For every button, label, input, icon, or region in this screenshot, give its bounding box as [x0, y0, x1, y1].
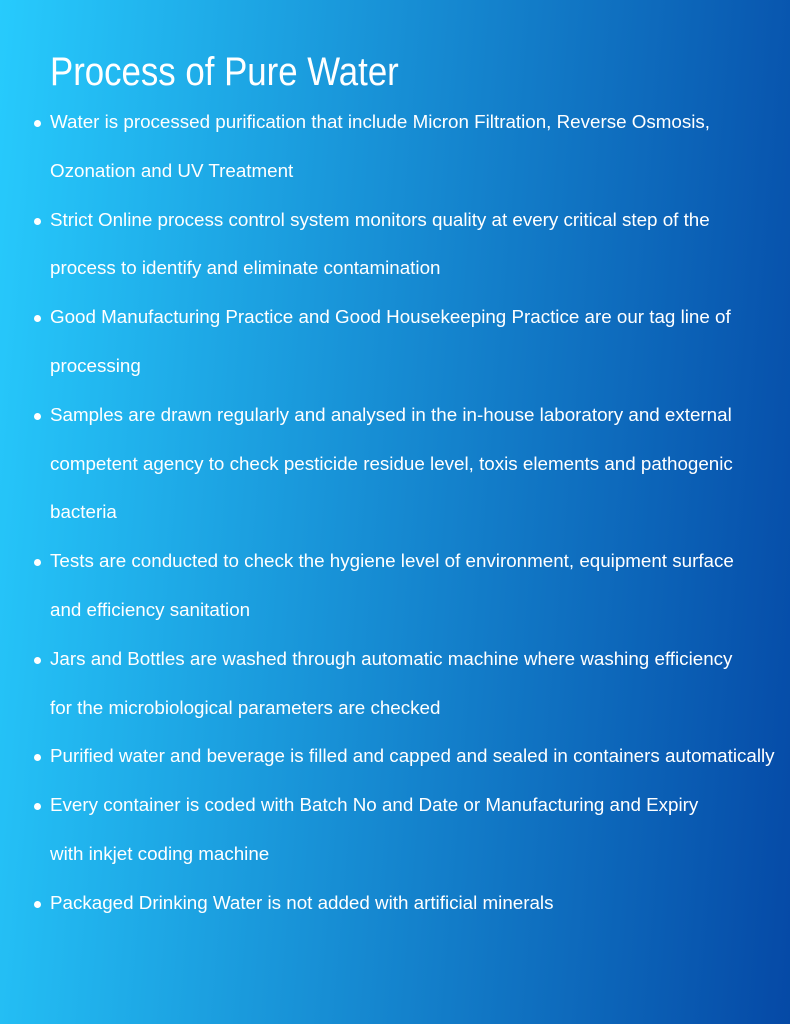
list-item-text: with inkjet coding machine: [50, 842, 270, 864]
bullet-dot: [34, 901, 41, 908]
list-item-text: processing: [50, 354, 141, 376]
list-item-text: for the microbiological parameters are checked: [50, 696, 441, 718]
page-title: Process of Pure Water: [50, 50, 399, 94]
list-item-text: and efficiency sanitation: [50, 598, 251, 620]
bullet-dot: [34, 218, 41, 225]
bullet-dot: [34, 754, 41, 761]
list-item-text: Purified water and beverage is filled and capped and sealed in containers automatically: [50, 745, 775, 767]
bullet-dot: [34, 413, 41, 420]
list-item-text: Every container is coded with Batch No and Date or Manufacturing and Expiry: [50, 794, 699, 816]
list-item-text: process to identify and eliminate contamination: [50, 257, 441, 279]
list-item: [0, 98, 790, 196]
list-item: [0, 635, 790, 733]
list-item: [0, 391, 790, 537]
list-item: [0, 537, 790, 635]
bullet-list: [0, 98, 790, 928]
list-item-text: Samples are drawn regularly and analysed in the in-house laboratory and external: [50, 403, 732, 425]
bullet-dot: [34, 120, 41, 127]
list-item: [0, 732, 790, 781]
list-item-text: Strict Online process control system monitors quality at every critical step of the: [50, 208, 710, 230]
bullet-dot: [34, 559, 41, 566]
list-item-text: Water is processed purification that include Micron Filtration, Reverse Osmosis,: [50, 111, 711, 132]
list-item-text: Tests are conducted to check the hygiene level of environment, equipment surface: [50, 550, 734, 572]
list-item-text: Ozonation and UV Treatment: [50, 159, 294, 181]
bullet-dot: [34, 657, 41, 664]
list-item-text: competent agency to check pesticide residue level, toxis elements and pathogenic: [50, 452, 733, 474]
list-item-text: Packaged Drinking Water is not added with artificial minerals: [50, 891, 554, 913]
list-item-text: Good Manufacturing Practice and Good Housekeeping Practice are our tag line of: [50, 306, 731, 328]
bullet-dot: [34, 315, 41, 322]
list-item: [0, 293, 790, 391]
list-item: [0, 196, 790, 294]
list-item-text: bacteria: [50, 501, 117, 523]
bullet-dot: [34, 803, 41, 810]
list-item-text: Jars and Bottles are washed through automatic machine where washing efficiency: [50, 647, 733, 669]
list-item: [0, 781, 790, 879]
list-item: [0, 879, 790, 928]
